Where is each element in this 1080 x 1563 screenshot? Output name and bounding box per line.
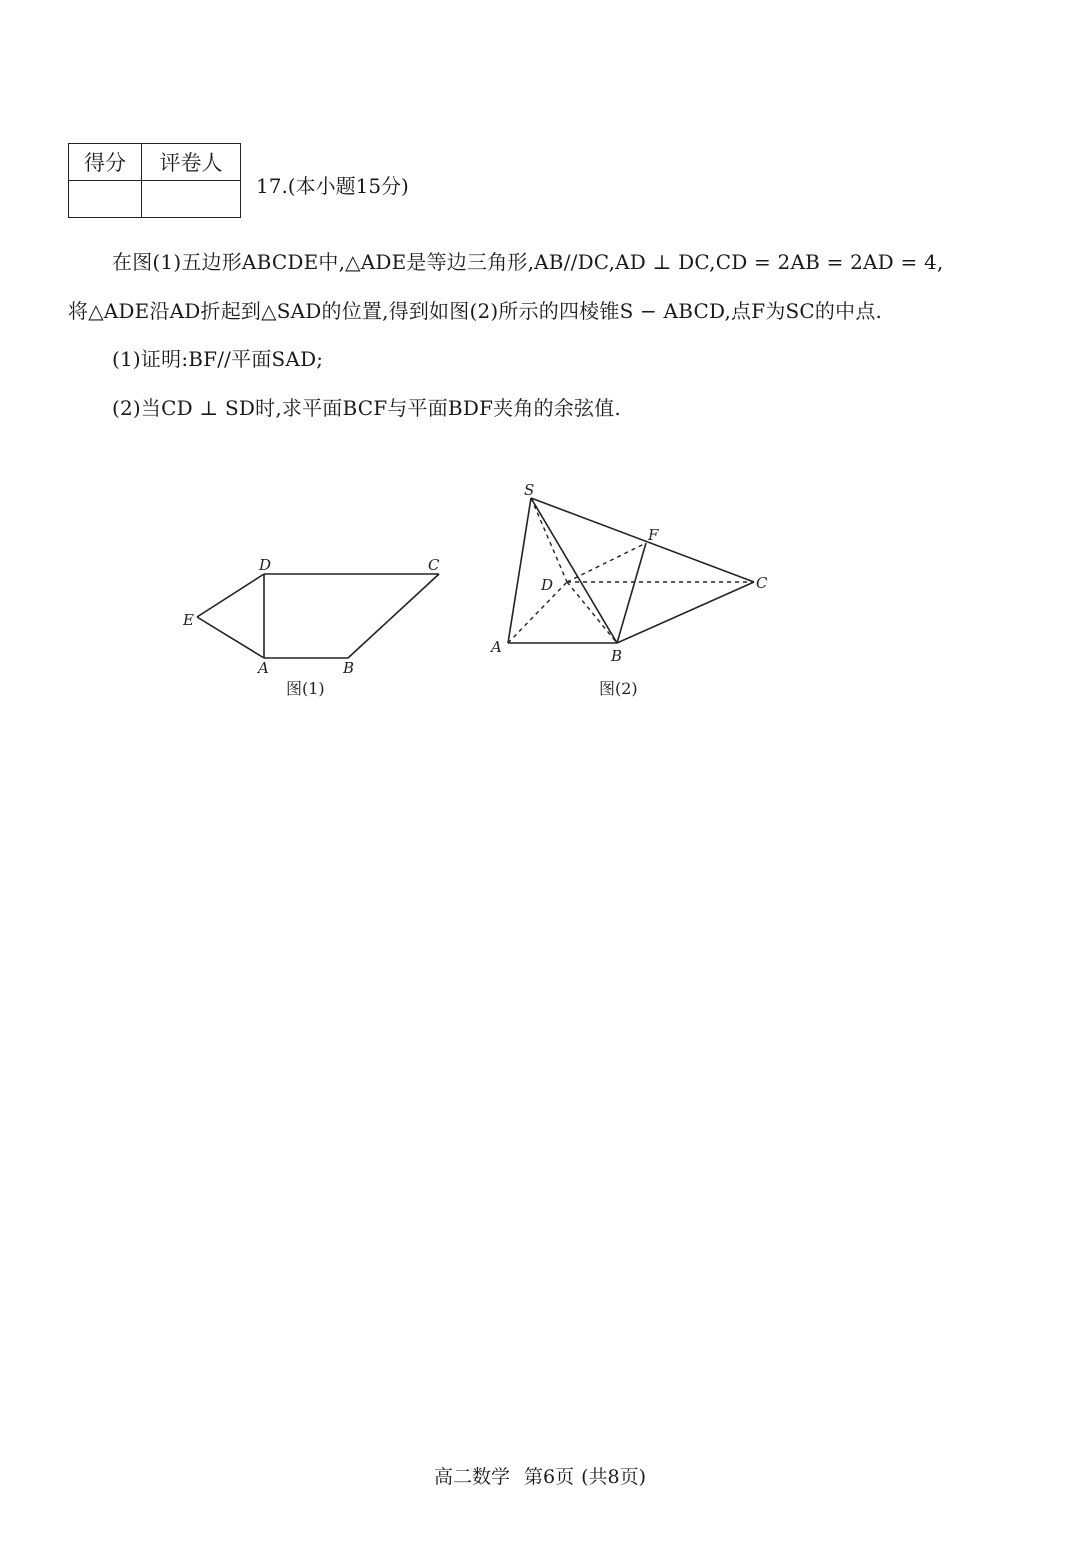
figure-2-hidden [508, 498, 754, 643]
figure-2 [508, 498, 754, 643]
fig2-label-A: A [491, 638, 502, 656]
edge-SB [531, 498, 617, 643]
edge-ED [197, 574, 264, 617]
fig2-label-F: F [648, 526, 659, 544]
edge-SC [531, 498, 754, 582]
fig2-label-D: D [541, 576, 554, 594]
question-part-2: (2)当CD ⊥ SD时,求平面BCF与平面BDF夹角的余弦值. [112, 396, 621, 420]
edge-DF [567, 543, 646, 582]
question-line-2: 将△ADE沿AD折起到△SAD的位置,得到如图(2)所示的四棱锥S − ABCD,点F为SC的中点. [68, 299, 883, 323]
figure-1-caption: 图(1) [286, 679, 325, 698]
edge-CB [348, 574, 439, 658]
grader-label: 评卷人 [142, 144, 241, 181]
edge-BF [617, 543, 646, 643]
page-footer [0, 1462, 1080, 1489]
edge-AE [197, 617, 264, 658]
edge-SA [508, 498, 531, 643]
fig2-label-C: C [756, 574, 768, 592]
footer-page: 第6页 [524, 1466, 575, 1488]
edge-BC [617, 582, 754, 643]
figure-2-caption: 图(2) [599, 679, 638, 698]
question-line-1: 在图(1)五边形ABCDE中,△ADE是等边三角形,AB//DC,AD ⊥ DC,CD = 2AB = 2AD = 4, [112, 250, 944, 274]
fig1-label-C: C [428, 556, 440, 574]
edge-SD [531, 498, 567, 582]
fig2-label-S: S [524, 481, 535, 499]
question-header: 17.(本小题15分) [256, 174, 409, 198]
fig2-label-B: B [611, 647, 623, 665]
fig1-label-E: E [183, 611, 194, 629]
score-label: 得分 [69, 144, 142, 181]
figures [0, 0, 1080, 760]
fig1-label-D: D [259, 556, 272, 574]
question-part-1: (1)证明:BF//平面SAD; [112, 347, 324, 371]
footer-total: (共8页) [581, 1466, 647, 1488]
edge-DB [567, 582, 617, 643]
footer-subject: 高二数学 [433, 1466, 510, 1488]
figure-1 [197, 574, 439, 658]
fig1-label-B: B [343, 659, 355, 677]
fig1-label-A: A [258, 659, 269, 677]
